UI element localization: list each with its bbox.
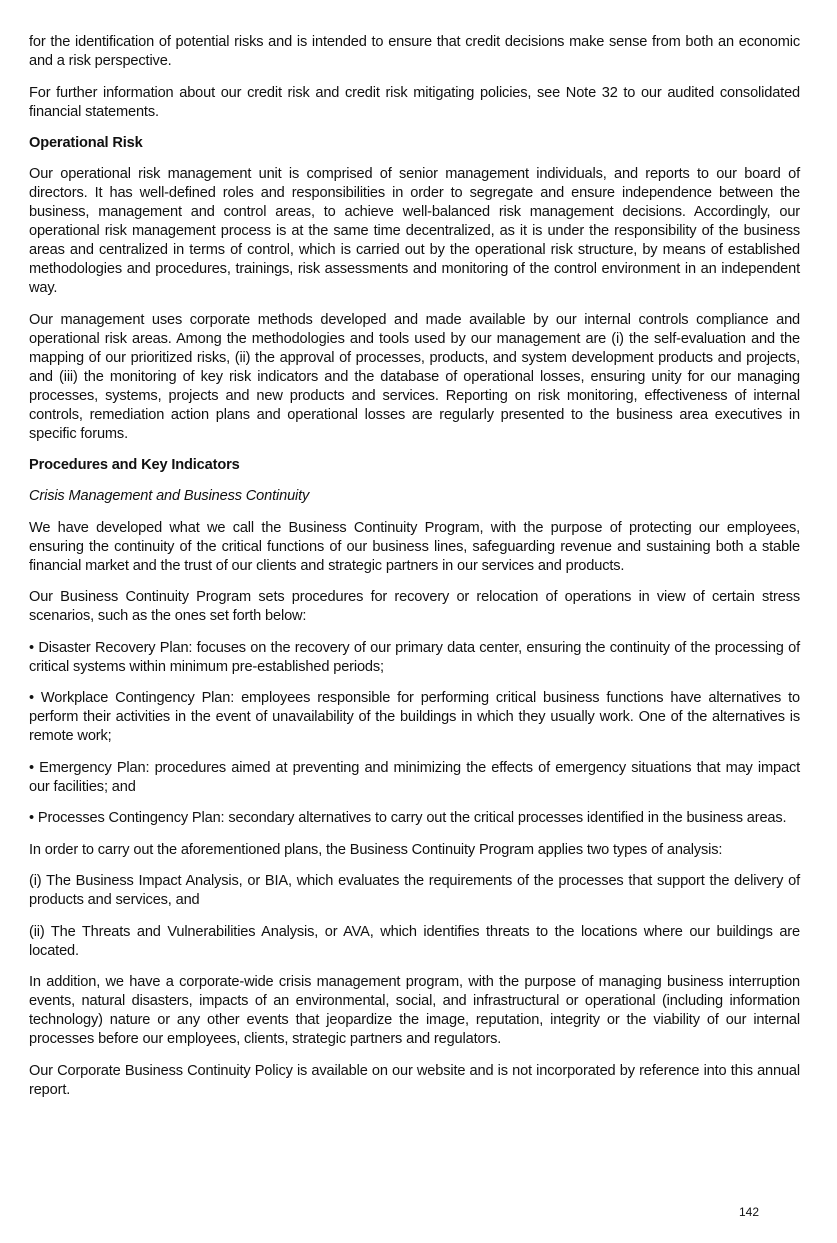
- analysis-intro-paragraph: In order to carry out the aforementioned plans, the Business Continuity Program applies two types of analysis:: [29, 841, 723, 858]
- procedures-paragraph-scenarios: Our Business Continuity Program sets procedures for recovery or relocation of operations in view of certain stress scenarios, such as the ones set forth below:: [29, 589, 800, 624]
- subsection-heading-crisis-management: Crisis Management and Business Continuity: [29, 488, 310, 504]
- bullet-disaster-recovery-plan: • Disaster Recovery Plan: focuses on the recovery of our primary data center, ensuring the continuity of the processing of critical systems within minimum pre-established periods;: [29, 639, 800, 675]
- operational-risk-paragraph-unit: Our operational risk management unit is comprised of senior management individuals, and reports to our board of directors. It has well-defined roles and responsibilities in order to segregate and ensure independence between the business, management and control areas, to achieve well-balanced risk management decisions. Accordingly, our operational risk management process is at the same time decentralized, as it is under the responsibility of the business areas and centralized in terms of control, which is carried out by the operational risk structure, by means of established methodologies and procedures, trainings, risk assessments and monitoring of the control environment in an independent way.: [29, 166, 800, 296]
- page-number: 142: [739, 1205, 760, 1219]
- analysis-item-ava: (ii) The Threats and Vulnerabilities Analysis, or AVA, which identifies threats to the locations where our buildings are located.: [29, 923, 800, 959]
- procedures-paragraph-bcp: We have developed what we call the Business Continuity Program, with the purpose of protecting our employees, ensuring the continuity of the critical functions of our business lines, safeguarding revenue and sustaining both a stable financial market and the trust of our clients and strategic partners in our services and products.: [29, 519, 800, 574]
- closing-paragraph-crisis-program: In addition, we have a corporate-wide crisis management program, with the purpose of managing business interruption events, natural disasters, impacts of an environmental, social, and infrastructural or operational (including information technology) nature or any other events that jeopardize the image, reputation, integrity or the viability of our internal processes before our employees, clients, strategic partners and regulators.: [29, 974, 800, 1047]
- bullet-emergency-plan: • Emergency Plan: procedures aimed at preventing and minimizing the effects of emergency situations that may impact our facilities; and: [29, 759, 800, 795]
- section-heading-procedures: Procedures and Key Indicators: [29, 457, 240, 473]
- closing-paragraph-policy: Our Corporate Business Continuity Policy is available on our website and is not incorporated by reference into this annual report.: [29, 1062, 800, 1098]
- intro-paragraph-credit-decisions: for the identification of potential risks and is intended to ensure that credit decisions make sense from both an economic and a risk perspective.: [29, 34, 800, 69]
- operational-risk-paragraph-methods: Our management uses corporate methods developed and made available by our internal controls compliance and operational risk areas. Among the methodologies and tools used by our management are (i) the self-evaluation and the mapping of our prioritized risks, (ii) the approval of processes, products, and system development products and projects, and (iii) the monitoring of key risk indicators and the database of operational losses, ensuring unity for our managing processes, systems, projects and new products and services. Reporting on risk monitoring, effectiveness of internal controls, remediation action plans and operational losses are regularly presented to the business area executives in specific forums.: [29, 311, 800, 442]
- bullet-processes-contingency-plan: • Processes Contingency Plan: secondary alternatives to carry out the critical processes identified in the business areas.: [29, 810, 787, 826]
- section-heading-operational-risk: Operational Risk: [29, 135, 143, 151]
- analysis-item-bia: (i) The Business Impact Analysis, or BIA, which evaluates the requirements of the processes that support the delivery of products and services, and: [29, 873, 800, 908]
- document-page: [29, 33, 800, 1112]
- intro-paragraph-further-information: For further information about our credit risk and credit risk mitigating policies, see Note 32 to our audited consolidated financial statements.: [29, 84, 800, 120]
- bullet-workplace-contingency-plan: • Workplace Contingency Plan: employees responsible for performing critical business functions have alternatives to perform their activities in the event of unavailability of the buildings in which they usually work. One of the alternatives is remote work;: [29, 690, 800, 744]
